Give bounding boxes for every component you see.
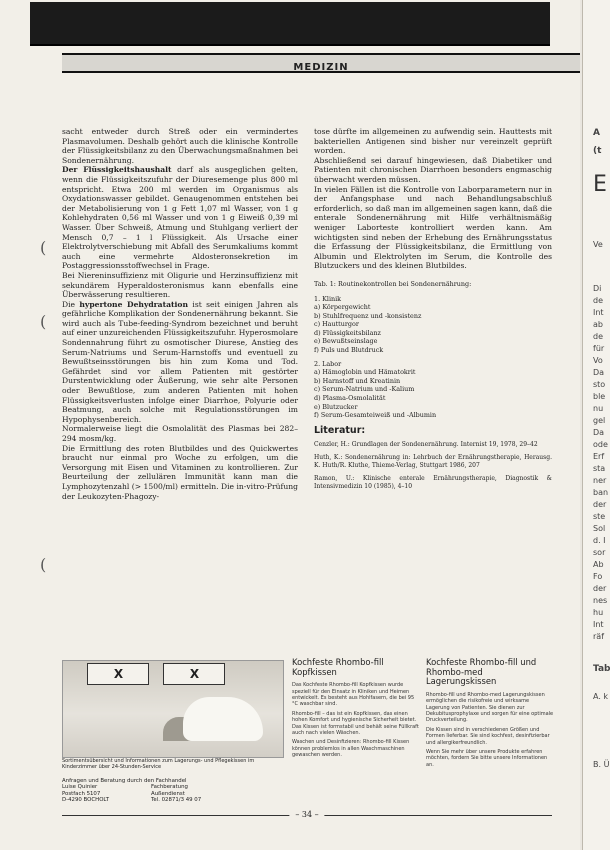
ad-contact: [62, 778, 282, 804]
page-footer: [62, 810, 552, 824]
adjacent-page-fragment: sta: [593, 464, 606, 473]
contact-intro: Anfragen und Beratung durch den Fachhandel: [62, 778, 187, 784]
table-item: c) Serum-Natrium und -Kalium: [314, 385, 415, 394]
literature-ref: Cenzler, H.: Grundlagen der Sondenernährung. Internist 19, 1978, 29–42: [314, 441, 538, 449]
adjacent-page-fragment: Ab: [593, 560, 604, 569]
adjacent-page-fragment: de: [593, 296, 603, 305]
adjacent-page-fragment: Da: [593, 368, 605, 377]
adjacent-page-fragment: hu: [593, 608, 604, 617]
table-item: e) Blutzucker: [314, 402, 358, 411]
adjacent-page-fragment: Vo: [593, 356, 603, 365]
section-title: MEDIZIN: [293, 62, 349, 73]
adjacent-page-strip: [582, 0, 610, 850]
table-item: d) Flüssigkeitsbilanz: [314, 328, 381, 337]
adjacent-page-fragment: Fo: [593, 572, 603, 581]
adjacent-page-fragment: E: [593, 172, 607, 197]
adjacent-page-fragment: Di: [593, 284, 602, 293]
adjacent-page-fragment: A. k: [593, 692, 609, 701]
adjacent-page-fragment: ab: [593, 320, 603, 329]
ad-title: Kochfeste Rhombo-fill Kopfkissen: [292, 657, 384, 677]
paragraph: In vielen Fällen ist die Kontrolle von Laborparametern nur in der Anfangsphase und nach Behandlungsabschluß erforderlich, so daß man im allgemeinen sagen kann, daß die enterale Sondenernährung mit Hilfe verhältnismäßig weniger Laborteste kontrolliert werden kann. Am wichtigsten sind neben der Erhebung des Ernährungsstatus die Erfassung der Flüssigkeitsbilanz, die Ermittlung von Albumin und Elektrolyten im Serum, die Kontrolle des Blutzuckers und des kleinen Blutbildes.: [314, 184, 552, 271]
margin-bracket: (: [40, 238, 47, 257]
paragraph: Bei Niereninsuffizienz mit Oligurie und Herzinsuffizienz mit sekundärem Hyperaldosteronismus kann ebenfalls eine Überwässerung resultieren.: [62, 270, 298, 300]
paragraph: Die Ermittlung des roten Blutbildes und des Quickwertes braucht nur einmal pro Woche zu erfolgen, um die Versorgung mit Eisen und Vitaminen zu kontrollieren. Zur Beurteilung der zellulären Immunität kann man die Lymphozytenzahl (> 1500/ml) ermitteln. Die in-vitro-Prüfung der Leukozyten-Phagozy-: [62, 443, 298, 501]
group-title: 1. Klinik: [314, 294, 342, 303]
adjacent-page-fragment: (t: [593, 146, 602, 156]
right-text-column: [314, 127, 552, 496]
company-city: D-4290 BOCHOLT: [62, 797, 109, 804]
margin-bracket: (: [40, 312, 47, 331]
adjacent-page-fragment: A: [593, 128, 600, 138]
adjacent-page-fragment: sto: [593, 380, 606, 389]
table-item: a) Hämoglobin und Hämatokrit: [314, 368, 416, 377]
adjacent-page-fragment: Tab: [593, 664, 610, 674]
adjacent-page-fragment: d. I: [593, 536, 606, 545]
margin-bracket: (: [40, 555, 47, 574]
literature-ref: Ramon, U.: Klinische enterale Ernährungstherapie, Diagnostik & Intensivmedizin 10 (1985), 4–10: [314, 475, 552, 491]
routine-controls-table: [314, 280, 552, 420]
table-item: a) Körpergewicht: [314, 303, 371, 312]
adjacent-page-fragment: Int: [593, 308, 604, 317]
ad-photo: [62, 660, 284, 758]
adjacent-page-fragment: Da: [593, 428, 605, 437]
advertisement: [62, 657, 554, 804]
dealer-label: Fachberatung: [151, 784, 188, 791]
dealer-phone: Tel. 02871/3 49 07: [151, 797, 202, 804]
ad-paragraph: Die Kissen sind in verschiedenen Größen und Formen lieferbar. Sie sind kochfest, desinfizierbar und allergikerfreundlich.: [426, 726, 550, 746]
group-title: 2. Labor: [314, 359, 342, 368]
brand-logo-left: X: [87, 663, 149, 685]
table-item: d) Plasma-Osmolalität: [314, 394, 386, 403]
adjacent-page-fragment: gel: [593, 416, 606, 425]
adjacent-page-fragment: ner: [593, 476, 607, 485]
paragraph: sacht entweder durch Streß oder ein vermindertes Plasmavolumen. Deshalb gehört auch die klinische Kontrolle der Flüssigkeitsbilanz zu den Überwachungsmaßnahmen bei Sondenernährung.: [62, 127, 298, 165]
page-number: – 34 –: [289, 810, 324, 819]
section-header: [62, 53, 580, 73]
adjacent-page-fragment: Erf: [593, 452, 605, 461]
table-item: c) Hautturgor: [314, 320, 359, 329]
adjacent-page-fragment: der: [593, 584, 607, 593]
adjacent-page-fragment: de: [593, 332, 603, 341]
ad-column-headpillow: [292, 658, 420, 762]
table-caption: Tab. 1: Routinekontrollen bei Sondenernährung:: [314, 279, 472, 288]
adjacent-page-fragment: ode: [593, 440, 608, 449]
adjacent-page-fragment: nu: [593, 404, 604, 413]
table-item: f) Serum-Gesamteiweiß und -Albumin: [314, 411, 437, 420]
adjacent-page-fragment: sor: [593, 548, 606, 557]
table-group-clinic: [314, 295, 552, 355]
adjacent-page-fragment: ban: [593, 488, 609, 497]
dealer-name: Außendienst: [151, 790, 185, 797]
top-black-bar: [30, 2, 550, 46]
company-street: Postfach 5107: [62, 790, 101, 797]
literature-ref: Huth, K.: Sondenernährung in: Lehrbuch der Ernährungstherapie, Herausg. K. Huth/R. Kluthe, Thieme-Verlag, Stuttgart 1986, 207: [314, 454, 552, 470]
paragraph: Der Flüssigkeitshaushalt darf als ausgeglichen gelten, wenn die Flüssigkeitszufuhr der Diuresemenge plus 800 ml entspricht. Etwa 200 ml werden im Organismus als Oxydationswasser gebildet. Genaugenommen entstehen bei der Metabolisierung von 1 g Fett 1,07 ml Wasser, von 1 g Kohlehydraten 0,56 ml Wasser und von 1 g Eiweiß 0,39 ml Wasser. Über Schweiß, Atmung und Stuhlgang verliert der Mensch 0,7 – 1 l Flüssigkeit. Als Ursache einer Elektrolytverschiebung mit Abfall des Serumkaliums kommt auch eine vermehrte Aldosteronsekretion im Postaggressionsstoffwechsel in Frage.: [62, 165, 299, 271]
adjacent-page-fragment: für: [593, 344, 605, 353]
ad-title: Kochfeste Rhombo-fill und Rhombo-med Lagerungskissen: [426, 657, 537, 687]
adjacent-page-fragment: räf: [593, 632, 605, 641]
paragraph: Abschließend sei darauf hingewiesen, daß Diabetiker und Patienten mit chronischen Diarrhoen besonders engmaschig überwacht werden müssen.: [314, 155, 552, 184]
ad-caption: Sortimentsübersicht und Informationen zum Lagerungs- und Pflegekissen im Kinderzimmer über 24-Stunden-Service: [62, 758, 255, 771]
pillow-illustration: [183, 697, 263, 741]
adjacent-page-fragment: ble: [593, 392, 606, 401]
paragraph: Die hypertone Dehydratation ist seit einigen Jahren als gefährliche Komplikation der Sondenernährung bekannt. Sie wird auch als Tube-feeding-Syndrom bezeichnet und beruht auf einer unzureichenden Flüssigkeitszufuhr. Hyperosmolare Sondennahrung führt zu osmotischer Diurese, Anstieg des Serum-Natriums und Serum-Harnstoffs und eventuell zu Bewußtseinsstörungen bis hin zum Koma und Tod. Gefährdet sind vor allem Patienten mit gestörter Durstentwicklung oder Äußerung, wie sehr alte Personen oder Bewußtlose, zum anderen Patienten mit hohen Flüssigkeitsverlusten infolge einer Diarrhoe, Polyurie oder Beatmung, auch solche mit Regulationsstörungen im Hypophysenbereich.: [62, 299, 298, 424]
table-item: b) Stuhlfrequenz und -konsistenz: [314, 311, 422, 320]
adjacent-page-fragment: Int: [593, 620, 604, 629]
ad-paragraph: Rhombo-fill und Rhombo-med Lagerungskissen ermöglichen die risikofreie und wirksame Lagerung von Patienten. Sie dienen zur Dekubitusprophylaxe und sorgen für eine optimale Druckverteilung.: [426, 691, 554, 724]
table-group-labor: [314, 360, 552, 420]
adjacent-page-fragment: B. Ü: [593, 760, 610, 769]
ad-paragraph: Waschen und Desinfizieren: Rhombo-fill Kissen können problemlos in allen Waschmaschinen gewaschen werden.: [292, 739, 410, 759]
table-item: b) Harnstoff und Kreatinin: [314, 376, 401, 385]
ad-paragraph: Wenn Sie mehr über unsere Produkte erfahren möchten, fordern Sie bitte unsere Informationen an.: [426, 749, 548, 768]
paragraph: tose dürfte im allgemeinen zu aufwendig sein. Hauttests mit bakteriellen Antigenen sind bisher nur vereinzelt geprüft worden.: [314, 127, 552, 156]
brand-logo-right: X: [163, 663, 225, 685]
adjacent-page-fragment: der: [593, 500, 607, 509]
left-text-column: [62, 127, 298, 501]
ad-column-positioning: [426, 658, 554, 771]
adjacent-page-fragment: ste: [593, 512, 606, 521]
literature-heading: Literatur:: [314, 424, 366, 436]
table-item: e) Bewußtseinslage: [314, 337, 378, 346]
ad-paragraph: Rhombo-fill – das ist ein Kopfkissen, das einen hohen Komfort und hygienische Sicherheit bietet. Das Kissen ist formstabil und behält seine Füllkraft auch nach vielen Wäschen.: [292, 710, 419, 737]
ad-paragraph: Das Kochfeste Rhombo-fill Kopfkissen wurde speziell für den Einsatz in Kliniken und Heimen entwickelt. Es besteht aus Hohlfasern, die bei 95 °C waschbar sind.: [292, 682, 415, 708]
table-item: f) Puls und Blutdruck: [314, 346, 384, 355]
adjacent-page-fragment: nes: [593, 596, 608, 605]
company-name: Luise Quinier: [62, 784, 98, 791]
adjacent-page-fragment: Sol: [593, 524, 606, 533]
adjacent-page-fragment: Ve: [593, 240, 603, 249]
paragraph: Normalerweise liegt die Osmolalität des Plasmas bei 282–294 mosm/kg.: [62, 424, 298, 443]
